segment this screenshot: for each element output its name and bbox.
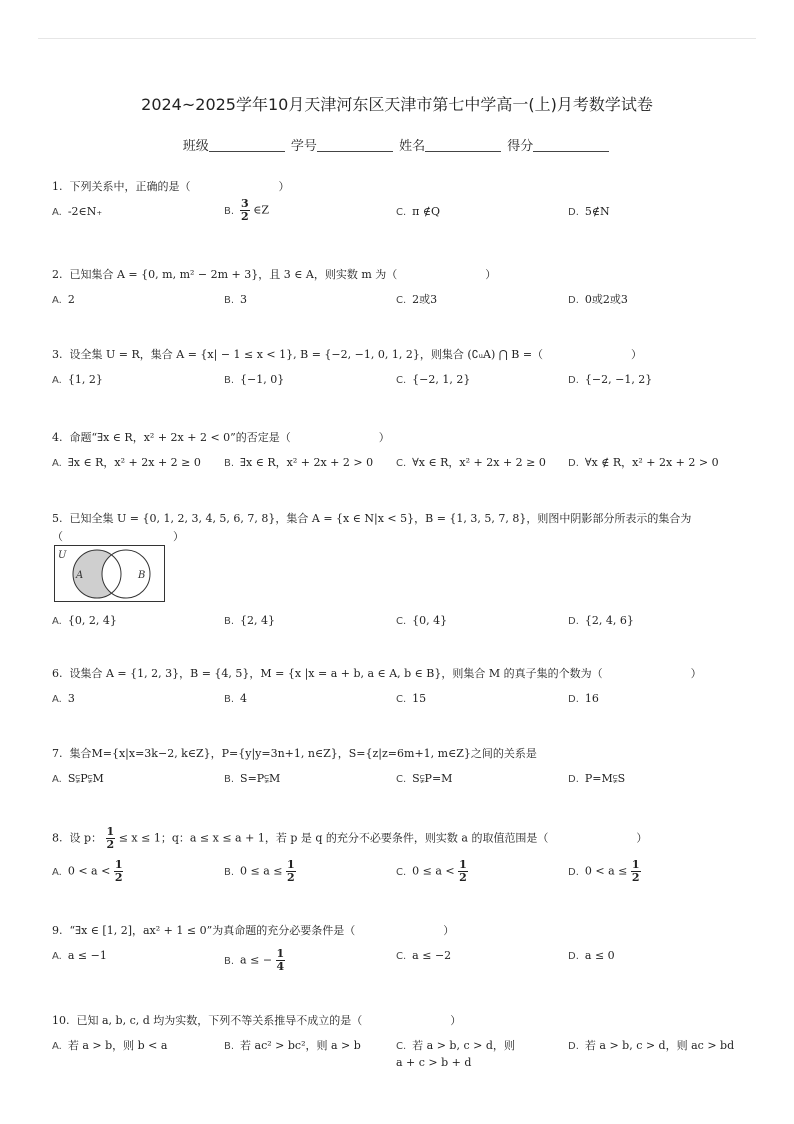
option-text: a ≤ −2	[412, 949, 452, 962]
option-a[interactable]	[52, 948, 107, 965]
options-row	[52, 1038, 752, 1078]
option-label: D.	[568, 951, 579, 962]
option-a[interactable]	[52, 859, 123, 884]
question-number: 3.	[52, 348, 63, 361]
option-a[interactable]	[52, 455, 201, 472]
question-5-options	[52, 613, 752, 637]
fraction-denominator: 2	[459, 871, 467, 884]
score-label: 得分	[507, 139, 534, 154]
option-c[interactable]	[396, 613, 447, 630]
option-b[interactable]	[224, 198, 269, 223]
option-c[interactable]	[396, 948, 451, 965]
option-text: a ≤ −1	[67, 949, 107, 962]
option-label: C.	[396, 694, 407, 705]
option-text: {1, 2}	[67, 373, 103, 386]
options-row	[52, 292, 752, 316]
question-text: 设全集 U = R，集合 A = {x| − 1 ≤ x < 1}, B = {−2, −1, 0, 1, 2}，则集合 (∁ᵤA) ⋂ B =（ ）	[69, 348, 643, 361]
option-text: 0或2或3	[584, 293, 628, 306]
option-d[interactable]	[568, 292, 628, 309]
venn-label-a: A	[76, 570, 84, 581]
id-blank[interactable]	[317, 139, 393, 152]
score-blank[interactable]	[533, 139, 609, 152]
option-b[interactable]	[224, 691, 247, 708]
option-label: D.	[568, 295, 579, 306]
option-c[interactable]	[396, 859, 468, 884]
question-number: 10.	[52, 1014, 70, 1027]
option-label: B.	[224, 295, 235, 306]
option-label: C.	[396, 1041, 407, 1052]
question-number: 9.	[52, 924, 63, 937]
fraction-numerator: 1	[276, 947, 285, 960]
question-number: 6.	[52, 667, 63, 680]
fraction-numerator: 1	[114, 858, 123, 871]
question-stem	[52, 745, 752, 763]
header-divider	[38, 38, 756, 39]
question-3	[52, 346, 752, 396]
option-label: A.	[52, 866, 62, 878]
option-label: C.	[396, 774, 407, 785]
option-label: A.	[52, 694, 62, 705]
option-a[interactable]	[52, 691, 75, 708]
class-label: 班级	[182, 139, 209, 154]
fraction-denominator: 2	[631, 871, 640, 884]
question-text: 集合M={x|x=3k−2, k∈Z}，P={y|y=3n+1, n∈Z}，S={z|z=6m+1, m∈Z}之间的关系是	[69, 747, 537, 760]
fraction	[106, 826, 116, 851]
option-label: A.	[52, 774, 62, 785]
option-label: A.	[52, 951, 62, 962]
option-c[interactable]	[396, 771, 452, 788]
question-6	[52, 665, 752, 715]
option-d[interactable]	[568, 372, 652, 389]
option-text: -2∈N₊	[67, 205, 103, 218]
option-a[interactable]	[52, 372, 103, 389]
option-d[interactable]	[568, 1038, 734, 1055]
option-text: {−2, 1, 2}	[412, 373, 471, 386]
option-label: B.	[224, 774, 235, 785]
options-row	[52, 613, 752, 637]
option-label: B.	[224, 866, 235, 878]
question-stem	[52, 1012, 752, 1030]
option-label: C.	[396, 458, 407, 469]
option-text: 16	[584, 692, 599, 705]
option-label: D.	[568, 694, 579, 705]
question-text: ≤ x ≤ 1；q：a ≤ x ≤ a + 1，若 p 是 q 的充分不必要条件，则实数 a 的取值范围是（ ）	[118, 831, 648, 845]
option-text: ∃x ∈ R，x² + 2x + 2 > 0	[240, 456, 374, 469]
option-b[interactable]	[224, 455, 373, 472]
question-number: 8.	[52, 831, 63, 845]
option-label: C.	[396, 866, 407, 878]
question-5	[52, 510, 752, 546]
option-label: B.	[224, 694, 235, 705]
question-text: 下列关系中，正确的是（ ）	[69, 180, 290, 193]
option-d[interactable]	[568, 691, 599, 708]
option-text: S=P⫋M	[240, 772, 281, 785]
option-label: B.	[224, 1041, 235, 1052]
question-stem	[52, 266, 752, 284]
option-d[interactable]	[568, 455, 719, 472]
fraction	[240, 198, 250, 223]
option-text: {0, 2, 4}	[67, 614, 117, 627]
option-label: A.	[52, 207, 62, 218]
option-label: B.	[224, 375, 235, 386]
question-stem	[52, 178, 752, 196]
venn-diagram	[54, 545, 166, 603]
exam-title: 2024~2025学年10月天津河东区天津市第七中学高一(上)月考数学试卷	[141, 95, 653, 114]
option-text: 若 a > b, c > d，则	[412, 1039, 515, 1052]
id-label: 学号	[290, 139, 317, 154]
option-text: {0, 4}	[412, 614, 448, 627]
venn-label-u: U	[58, 550, 67, 561]
fraction-numerator: 3	[241, 197, 249, 210]
question-number: 1.	[52, 180, 63, 193]
fraction-denominator: 2	[106, 838, 115, 851]
option-c[interactable]	[396, 372, 470, 389]
option-b[interactable]	[224, 613, 275, 630]
options-row	[52, 771, 752, 795]
fraction-numerator: 1	[631, 858, 640, 871]
option-a[interactable]	[52, 292, 75, 309]
option-text: 若 a > b，则 b < a	[67, 1039, 168, 1052]
option-label: A.	[52, 458, 62, 469]
fraction	[458, 859, 468, 884]
option-d[interactable]	[568, 613, 634, 630]
question-text: 已知 a, b, c, d 均为实数，下列不等关系推导不成立的是（ ）	[76, 1014, 462, 1027]
question-text: “∃x ∈ [1, 2]，ax² + 1 ≤ 0”为真命题的充分必要条件是（ ）	[69, 924, 455, 937]
class-blank[interactable]	[209, 139, 285, 152]
option-label: A.	[52, 295, 62, 306]
question-7	[52, 745, 752, 795]
option-a[interactable]	[52, 771, 104, 788]
option-text: 5∉N	[584, 205, 610, 218]
question-4	[52, 429, 752, 479]
option-d[interactable]	[568, 204, 610, 221]
option-d[interactable]	[568, 771, 625, 788]
option-text: 0 < a <	[67, 864, 111, 878]
question-8	[52, 826, 752, 889]
options-row	[52, 859, 752, 889]
option-label: B.	[224, 205, 235, 217]
option-text: 若 a > b, c > d，则 ac > bd	[584, 1039, 735, 1052]
option-a[interactable]	[52, 1038, 167, 1055]
question-stem	[52, 665, 752, 683]
fraction	[114, 859, 124, 884]
option-label: A.	[52, 1041, 62, 1052]
option-b[interactable]	[224, 948, 285, 973]
name-blank[interactable]	[425, 139, 501, 152]
option-b[interactable]	[224, 859, 296, 884]
option-b[interactable]	[224, 771, 280, 788]
option-text: a ≤ −	[240, 953, 273, 967]
option-label: A.	[52, 375, 62, 386]
options-row	[52, 455, 752, 479]
venn-label-b: B	[138, 570, 146, 581]
option-label: D.	[568, 866, 579, 878]
option-text: 3	[67, 692, 75, 705]
option-b[interactable]	[224, 292, 247, 309]
fraction-denominator: 4	[276, 960, 285, 973]
question-text: 命题“∃x ∈ R，x² + 2x + 2 < 0”的否定是（ ）	[69, 431, 390, 444]
option-text: ∀x ∉ R，x² + 2x + 2 > 0	[584, 456, 719, 469]
option-label: D.	[568, 207, 579, 218]
option-text: 0 < a ≤	[584, 864, 628, 878]
option-text: 0 ≤ a ≤	[240, 864, 283, 878]
question-10	[52, 1012, 752, 1078]
option-text: 若 ac² > bc²，则 a > b	[240, 1039, 361, 1052]
fraction	[276, 948, 286, 973]
option-text: {2, 4, 6}	[584, 614, 634, 627]
option-text: {2, 4}	[240, 614, 276, 627]
option-label: D.	[568, 774, 579, 785]
option-label: D.	[568, 1041, 579, 1052]
option-label: C.	[396, 295, 407, 306]
question-text: 已知集合 A = {0, m, m² − 2m + 3}，且 3 ∈ A，则实数 m 为（ ）	[69, 268, 497, 281]
option-text: S⫋P⫋M	[67, 772, 104, 785]
question-stem	[52, 510, 752, 528]
option-text: 15	[412, 692, 427, 705]
option-c[interactable]	[396, 455, 546, 472]
option-a[interactable]	[52, 613, 117, 630]
question-text: 已知全集 U = {0, 1, 2, 3, 4, 5, 6, 7, 8}，集合 A = {x ∈ N|x < 5}，B = {1, 3, 5, 7, 8}，则图中阴影部分所表示的集合为	[69, 512, 692, 525]
option-label: B.	[224, 458, 235, 469]
fraction	[631, 859, 641, 884]
option-label: D.	[568, 616, 579, 627]
option-label: A.	[52, 616, 62, 627]
question-2	[52, 266, 752, 316]
option-text: 2	[67, 293, 75, 306]
option-text: ∃x ∈ R，x² + 2x + 2 ≥ 0	[67, 456, 201, 469]
option-text-continued: a + c > b + d	[396, 1056, 472, 1069]
question-1	[52, 178, 752, 228]
option-text: a ≤ 0	[584, 949, 615, 962]
fraction-denominator: 2	[287, 871, 295, 884]
option-label: C.	[396, 951, 407, 962]
fraction-denominator: 2	[241, 210, 249, 223]
option-label: B.	[224, 616, 235, 627]
question-stem-continued: （ ）	[52, 530, 184, 543]
question-stem	[52, 922, 752, 940]
option-b[interactable]	[224, 1038, 361, 1055]
question-text: 设集合 A = {1, 2, 3}，B = {4, 5}，M = {x |x = a + b, a ∈ A, b ∈ B}，则集合 M 的真子集的个数为（ ）	[69, 667, 702, 680]
option-text: S⫋P=M	[412, 772, 453, 785]
question-stem	[52, 826, 752, 851]
option-c[interactable]	[396, 1038, 515, 1071]
option-c[interactable]	[396, 204, 440, 221]
fraction-numerator: 1	[459, 858, 467, 871]
fraction-denominator: 2	[114, 871, 123, 884]
option-text: 3	[240, 293, 248, 306]
option-text: {−2, −1, 2}	[584, 373, 653, 386]
question-number: 2.	[52, 268, 63, 281]
option-label: C.	[396, 207, 407, 218]
option-c[interactable]	[396, 292, 437, 309]
option-label: C.	[396, 616, 407, 627]
option-c[interactable]	[396, 691, 426, 708]
option-text: π ∉Q	[412, 205, 441, 218]
question-stem	[52, 346, 752, 364]
fraction-numerator: 1	[287, 858, 295, 871]
question-stem	[52, 429, 752, 447]
fraction	[286, 859, 296, 884]
option-d[interactable]	[568, 948, 615, 965]
question-number: 5.	[52, 512, 63, 525]
option-text: 0 ≤ a <	[412, 864, 455, 878]
option-label: C.	[396, 375, 407, 386]
option-text: ∀x ∈ R，x² + 2x + 2 ≥ 0	[412, 456, 546, 469]
option-text: {−1, 0}	[240, 373, 285, 386]
question-number: 4.	[52, 431, 63, 444]
option-label: B.	[224, 955, 235, 967]
options-row	[52, 197, 752, 228]
option-text: P=M⫋S	[584, 772, 626, 785]
option-label: D.	[568, 458, 579, 469]
fraction-numerator: 1	[106, 825, 115, 838]
options-row	[52, 372, 752, 396]
name-label: 姓名	[399, 139, 426, 154]
option-b[interactable]	[224, 372, 284, 389]
option-label: D.	[568, 375, 579, 386]
option-d[interactable]	[568, 859, 641, 884]
option-text: 2或3	[412, 293, 438, 306]
student-info-line	[0, 135, 794, 154]
option-a[interactable]	[52, 204, 102, 221]
option-text: 4	[240, 692, 248, 705]
options-row	[52, 691, 752, 715]
option-text: ∈Z	[253, 203, 269, 217]
question-number: 7.	[52, 747, 63, 760]
question-9	[52, 922, 752, 978]
question-text-prefix: 设 p：	[69, 831, 103, 845]
options-row	[52, 948, 752, 978]
